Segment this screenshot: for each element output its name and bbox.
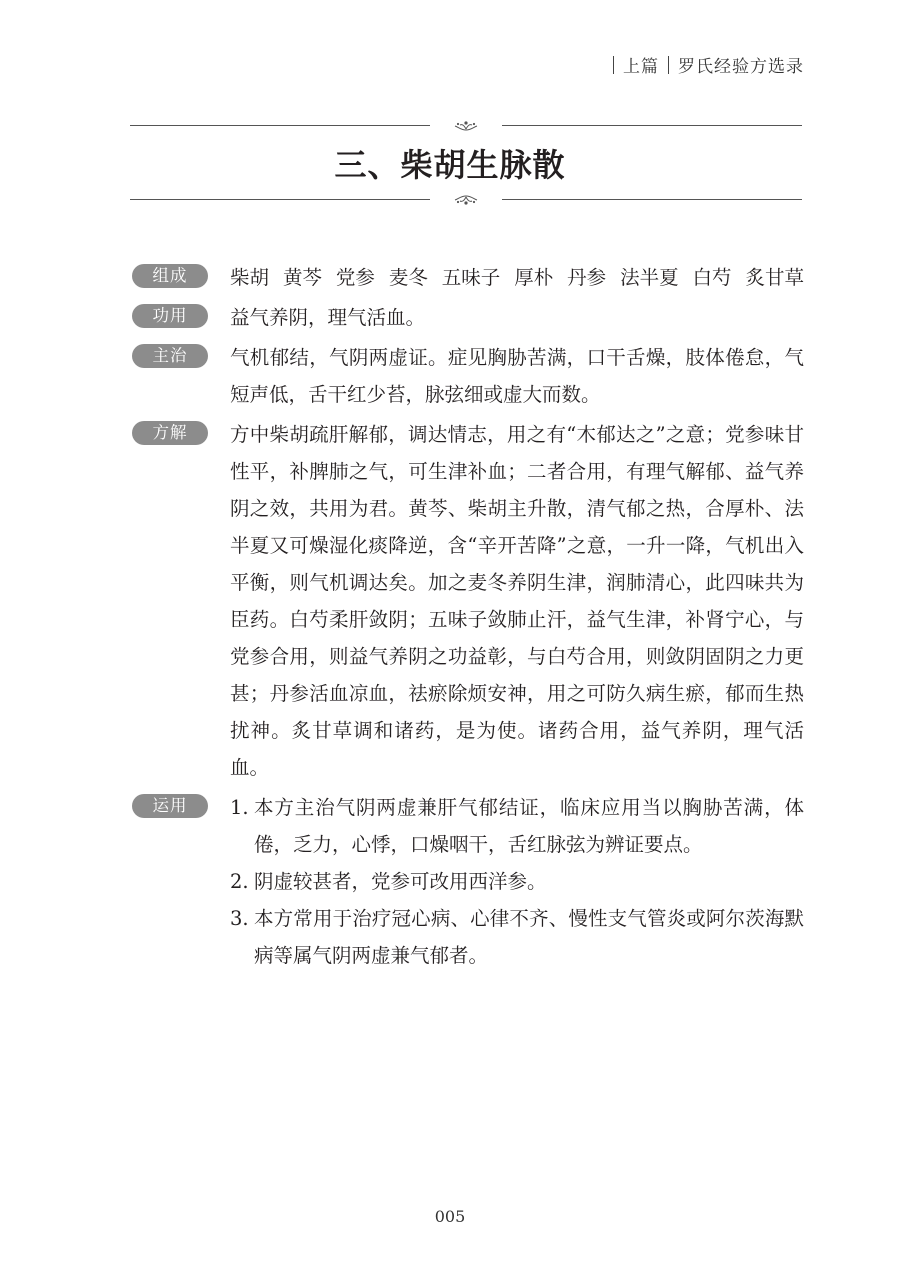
usage-item-text: 本方主治气阴两虚兼肝气郁结证，临床应用当以胸胁苦满，体倦，乏力，心悸，口燥咽干，舌红脉弦为辨证要点。 xyxy=(254,796,804,856)
header-part: 上篇 xyxy=(623,57,659,77)
herb-item: 柴胡 xyxy=(230,266,270,289)
header-book-title: 罗氏经验方选录 xyxy=(678,57,804,77)
herb-list xyxy=(230,259,804,296)
herb-item: 厚朴 xyxy=(514,266,554,289)
label-function: 功用 xyxy=(132,304,208,328)
usage-item-number: 1. xyxy=(230,796,249,819)
usage-item-number: 2. xyxy=(230,870,249,893)
analysis-text: 方中柴胡疏肝解郁，调达情志，用之有“木郁达之”之意；党参味甘性平，补脾肺之气，可生津补血；二者合用，有理气解郁、益气养阴之效，共用为君。黄芩、柴胡主升散，清气郁之热，合厚朴、法半夏又可燥湿化痰降逆，含“辛开苦降”之意，一升一降，气机出入平衡，则气机调达矣。加之麦冬养阴生津，润肺清心，此四味共为臣药。白芍柔肝敛阴；五味子敛肺止汗，益气生津，补肾宁心，与党参合用，则益气养阴之功益彰，与白芍合用，则敛阴固阴之力更甚；丹参活血凉血，祛瘀除烦安神，用之可防久病生瘀，郁而生热扰神。炙甘草调和诸药，是为使。诸药合用，益气养阴，理气活血。 xyxy=(230,423,804,779)
rule-line xyxy=(130,199,430,200)
herb-item: 麦冬 xyxy=(388,266,428,289)
usage-item-text: 本方常用于治疗冠心病、心律不齐、慢性支气管炎或阿尔茨海默病等属气阴两虚兼气郁者。 xyxy=(254,907,804,967)
herb-item: 法半夏 xyxy=(620,266,679,289)
label-usage: 运用 xyxy=(132,794,208,818)
section-composition xyxy=(132,259,804,296)
usage-item-number: 3. xyxy=(230,907,249,930)
rule-line xyxy=(502,125,802,126)
herb-item: 炙甘草 xyxy=(745,266,804,289)
herb-item: 丹参 xyxy=(567,266,607,289)
ornament-icon xyxy=(452,190,480,210)
label-analysis: 方解 xyxy=(132,421,208,445)
herb-item: 党参 xyxy=(335,266,375,289)
rule-line xyxy=(502,199,802,200)
page-number: 005 xyxy=(434,1207,466,1226)
label-composition: 组成 xyxy=(132,264,208,288)
herb-item: 五味子 xyxy=(441,266,501,289)
section-function xyxy=(132,299,804,336)
herb-item: 白芍 xyxy=(692,266,732,289)
section-indication xyxy=(132,339,804,413)
formula-sections xyxy=(132,259,804,977)
usage-item-text: 阴虚较甚者，党参可改用西洋参。 xyxy=(254,870,547,893)
title-top-rule xyxy=(130,116,802,136)
section-usage xyxy=(132,789,804,974)
running-header xyxy=(604,52,804,77)
function-text: 益气养阴，理气活血。 xyxy=(230,306,426,329)
section-analysis xyxy=(132,416,804,786)
rule-line xyxy=(130,125,430,126)
label-indication: 主治 xyxy=(132,344,208,368)
ornament-icon xyxy=(452,116,480,136)
page-title: 三、柴胡生脉散 xyxy=(334,146,566,184)
header-divider xyxy=(668,56,669,74)
usage-item xyxy=(230,900,804,974)
indication-text: 气机郁结，气阴两虚证。症见胸胁苦满，口干舌燥，肢体倦怠，气短声低，舌干红少苔，脉弦细或虚大而数。 xyxy=(230,346,804,406)
usage-item xyxy=(230,863,804,900)
usage-item xyxy=(230,789,804,863)
header-divider xyxy=(613,56,614,74)
title-bottom-rule xyxy=(130,190,802,210)
herb-item: 黄芩 xyxy=(282,266,322,289)
usage-list xyxy=(230,789,804,974)
